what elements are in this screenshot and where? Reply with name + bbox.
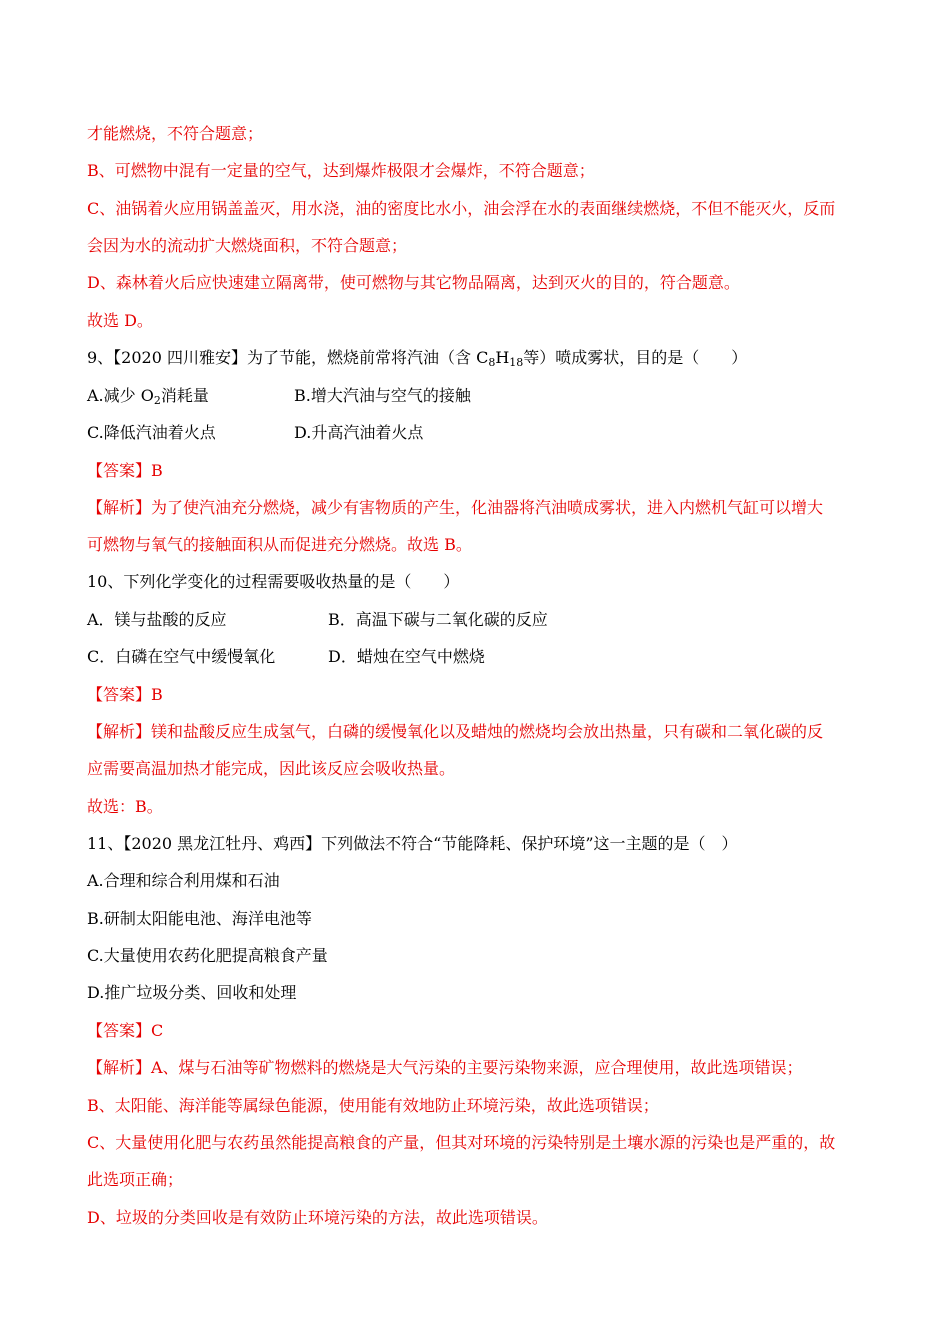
question-stem: 11、【2020 黑龙江牡丹、鸡西】下列做法不符合“节能降耗、保护环境”这一主题的是（ ） xyxy=(87,834,738,853)
answer: 【答案】B xyxy=(87,461,163,480)
analysis-line: D、森林着火后应快速建立隔离带，使可燃物与其它物品隔离，达到灭火的目的，符合题意。 xyxy=(87,273,740,292)
analysis-line: 【解析】A、煤与石油等矿物燃料的燃烧是大气污染的主要污染物来源，应合理使用，故此选项错误； xyxy=(87,1058,803,1077)
option-b: B.增大汽油与空气的接触 xyxy=(294,386,471,405)
option-c: C.大量使用农药化肥提高粮食产量 xyxy=(87,946,328,965)
option-text: 消耗量 xyxy=(160,386,209,405)
option-d: D.推广垃圾分类、回收和处理 xyxy=(87,983,297,1002)
question-stem xyxy=(87,348,747,368)
stem-text: 等）喷成雾状，目的是（ ） xyxy=(523,348,748,367)
analysis-line: 会因为水的流动扩大燃烧面积，不符合题意； xyxy=(87,236,408,255)
option-c: C．白磷在空气中缓慢氧化 xyxy=(87,647,276,666)
option-text: A.减少 O xyxy=(87,386,154,405)
option-b: B.研制太阳能电池、海洋电池等 xyxy=(87,909,312,928)
option-a: A．镁与盐酸的反应 xyxy=(87,610,227,629)
option-c: C.降低汽油着火点 xyxy=(87,423,216,442)
answer: 【答案】B xyxy=(87,685,163,704)
analysis-line: B、可燃物中混有一定量的空气，达到爆炸极限才会爆炸，不符合题意； xyxy=(87,161,595,180)
analysis-line: 应需要高温加热才能完成，因此该反应会吸收热量。 xyxy=(87,759,456,778)
option-d: D.升高汽油着火点 xyxy=(294,423,424,442)
answer: 【答案】C xyxy=(87,1021,164,1040)
stem-text: 9、【2020 四川雅安】为了节能，燃烧前常将汽油（含 C xyxy=(87,348,489,367)
analysis-line: B、太阳能、海洋能等属绿色能源，使用能有效地防止环境污染，故此选项错误； xyxy=(87,1096,659,1115)
option-a: A.合理和综合利用煤和石油 xyxy=(87,871,280,890)
analysis-line: 可燃物与氧气的接触面积从而促进充分燃烧。故选 B。 xyxy=(87,535,472,554)
subscript: 2 xyxy=(153,394,161,407)
option-b: B．高温下碳与二氧化碳的反应 xyxy=(328,610,548,629)
option-a xyxy=(87,386,209,406)
stem-text: H xyxy=(495,348,510,367)
analysis-line: 才能燃烧，不符合题意； xyxy=(87,124,264,143)
analysis-line: C、油锅着火应用锅盖盖灭，用水浇，油的密度比水小，油会浮在水的表面继续燃烧，不但不能灭火，反而 xyxy=(87,199,836,218)
analysis-line: D、垃圾的分类回收是有效防止环境污染的方法，故此选项错误。 xyxy=(87,1208,548,1227)
conclusion-line: 故选 D。 xyxy=(87,311,153,330)
question-stem: 10、下列化学变化的过程需要吸收热量的是（ ） xyxy=(87,572,460,591)
analysis-line: 此选项正确； xyxy=(87,1170,184,1189)
conclusion-line: 故选：B。 xyxy=(87,797,163,816)
subscript: 18 xyxy=(509,356,524,369)
option-d: D．蜡烛在空气中燃烧 xyxy=(328,647,485,666)
analysis-line: 【解析】为了使汽油充分燃烧，减少有害物质的产生，化油器将汽油喷成雾状，进入内燃机气缸可以增大 xyxy=(87,498,824,517)
analysis-line: 【解析】镁和盐酸反应生成氢气，白磷的缓慢氧化以及蜡烛的燃烧均会放出热量，只有碳和二氧化碳的反 xyxy=(87,722,824,741)
analysis-line: C、大量使用化肥与农药虽然能提高粮食的产量，但其对环境的污染特别是土壤水源的污染也是严重的，故 xyxy=(87,1133,836,1152)
subscript: 8 xyxy=(488,356,496,369)
